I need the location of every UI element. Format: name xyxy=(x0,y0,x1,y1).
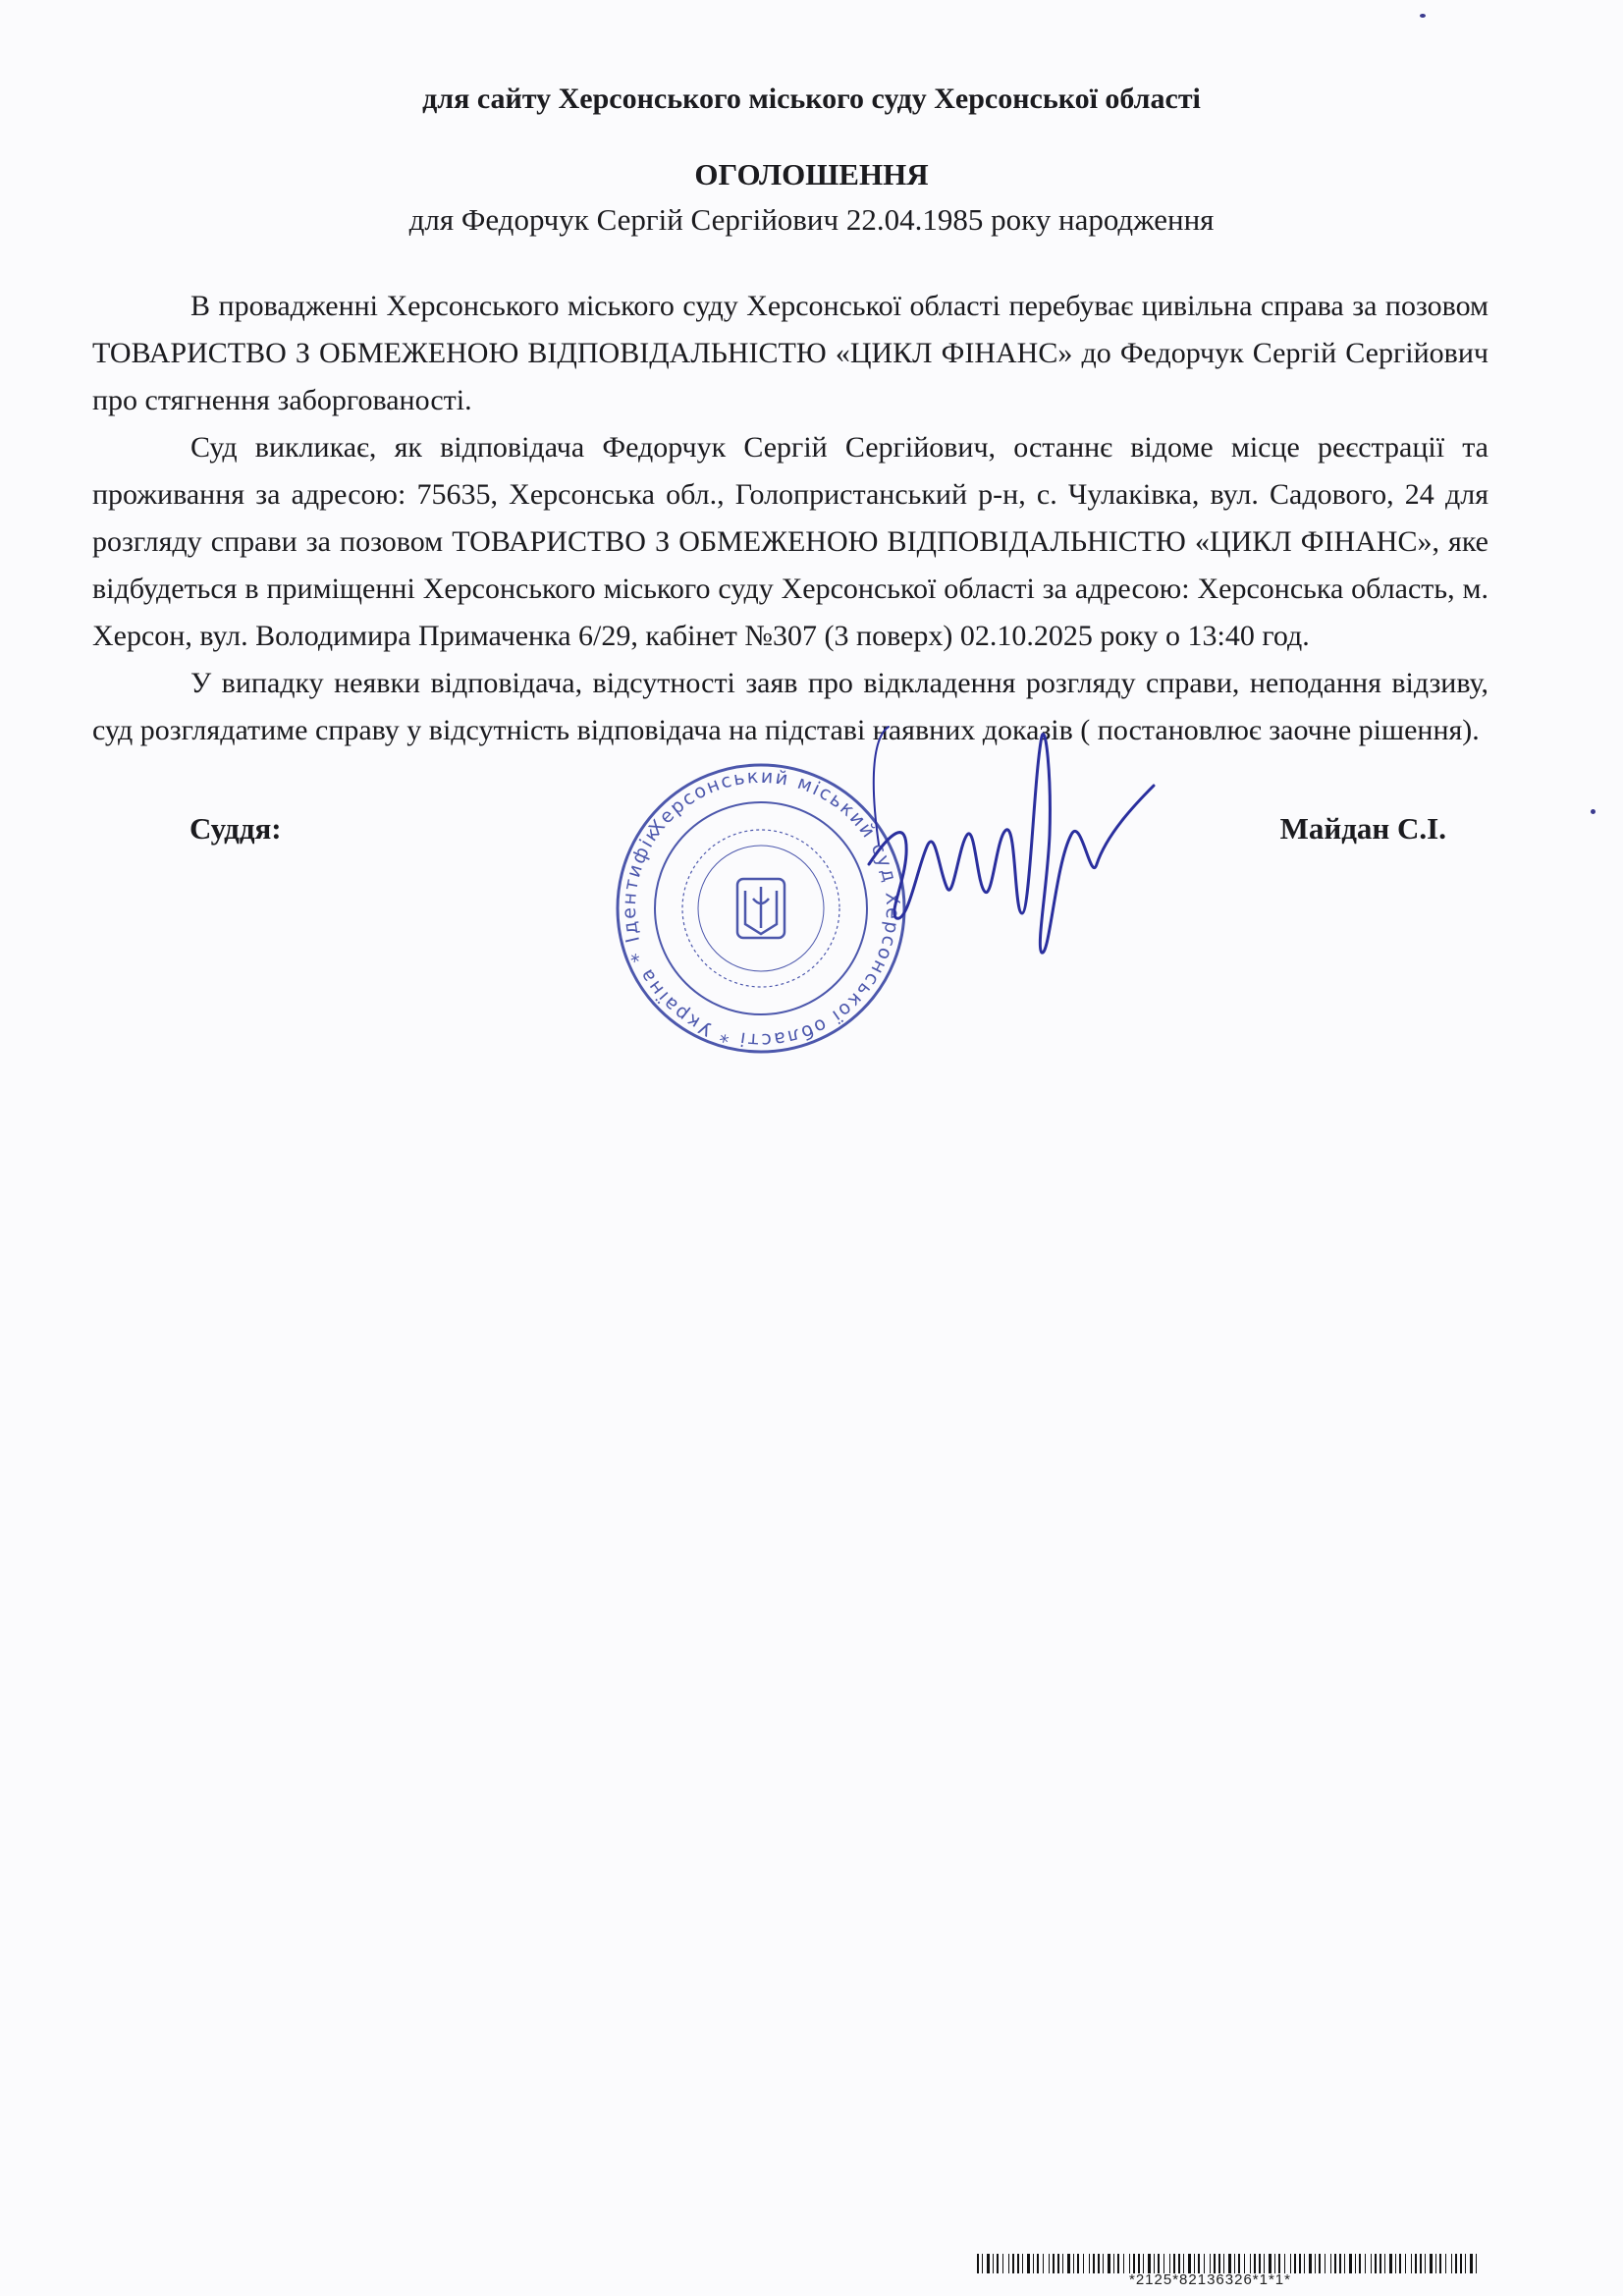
barcode-bar xyxy=(1053,2254,1055,2273)
barcode-bar xyxy=(1445,2254,1446,2273)
barcode-bar xyxy=(1330,2254,1331,2273)
barcode-text: *2125*82136326*1*1* xyxy=(1129,2271,1291,2288)
barcode-bar xyxy=(1259,2254,1261,2273)
barcode-bar xyxy=(1057,2254,1059,2273)
barcode-bar xyxy=(1304,2254,1305,2273)
barcode-bar xyxy=(1158,2254,1160,2273)
announcement-title: ОГОЛОШЕННЯ xyxy=(694,157,929,191)
barcode-bar xyxy=(1399,2254,1401,2273)
barcode-bar xyxy=(1218,2254,1220,2273)
barcode-bar xyxy=(1067,2254,1070,2273)
barcode-bar xyxy=(1238,2254,1240,2273)
barcode-bar xyxy=(1103,2254,1104,2273)
barcode-bar xyxy=(1250,2254,1251,2273)
barcode-bar xyxy=(1425,2254,1426,2273)
barcode-bar xyxy=(1284,2254,1285,2273)
barcode-bar xyxy=(1309,2254,1312,2273)
barcode-bar xyxy=(1411,2254,1412,2273)
judge-label: Суддя: xyxy=(189,811,282,846)
barcode-bar xyxy=(1254,2254,1256,2273)
barcode-bar xyxy=(1143,2254,1144,2273)
barcode-bar xyxy=(1319,2254,1321,2273)
barcode-bar xyxy=(1194,2254,1195,2273)
barcode-bar xyxy=(1002,2254,1003,2273)
barcode-bar xyxy=(1476,2254,1477,2273)
barcode-bar xyxy=(1163,2254,1164,2273)
barcode-bar xyxy=(1384,2254,1385,2273)
barcode-bar xyxy=(1264,2254,1265,2273)
barcode-bar xyxy=(1228,2254,1231,2273)
barcode-bar xyxy=(993,2254,994,2273)
barcode-bar xyxy=(1470,2254,1473,2273)
barcode-bar xyxy=(1290,2254,1291,2273)
barcode-bar xyxy=(1188,2254,1191,2273)
barcode-bar xyxy=(1455,2254,1457,2273)
barcode-bar xyxy=(1420,2254,1422,2273)
barcode-bar xyxy=(982,2254,983,2273)
barcode-bar xyxy=(1365,2254,1366,2273)
paragraph-consequences: У випадку неявки відповідача, відсутності заяв про відкладення розгляду справи, неподання відзиву, суд розглядатиме справу у відсутність відповідача на підставі наявних доказів ( постановлює заочне рішення). xyxy=(92,667,1488,746)
barcode-bar xyxy=(1049,2254,1050,2273)
barcode-bar xyxy=(1037,2254,1039,2273)
scan-speck xyxy=(1591,809,1596,814)
barcode-bar xyxy=(1108,2254,1110,2273)
barcode-bar xyxy=(1133,2254,1135,2273)
barcode-bar xyxy=(1043,2254,1044,2273)
barcode-bar xyxy=(1089,2254,1090,2273)
barcode-bar xyxy=(1375,2254,1377,2273)
barcode-bar xyxy=(1269,2254,1271,2273)
barcode-bar xyxy=(1299,2254,1301,2273)
barcode-bar xyxy=(1223,2254,1224,2273)
signature-row xyxy=(0,811,1623,870)
barcode-bar xyxy=(987,2254,990,2273)
barcode-bar xyxy=(1451,2254,1452,2273)
barcode-bar xyxy=(1008,2254,1009,2273)
barcode-bar xyxy=(1210,2254,1211,2273)
barcode-bar xyxy=(1274,2254,1275,2273)
barcode-bar xyxy=(1148,2254,1151,2273)
barcode-bar xyxy=(1355,2254,1356,2273)
barcode-bar xyxy=(1294,2254,1296,2273)
barcode-bar xyxy=(1178,2254,1180,2273)
barcode-bar xyxy=(1380,2254,1381,2273)
announcement-body xyxy=(92,283,1488,754)
barcode-bar xyxy=(1123,2254,1124,2273)
paragraph-summons: Суд викликає, як відповідача Федорчук Сергій Сергійович, останнє відоме місце реєстрації та проживання за адресою: 75635, Херсонська обл., Голопристанський р-н, с. Чулаківка, вул. Садового, 24 для розгляду справи за позовом ТОВАРИСТВО З ОБМЕЖЕНОЮ ВІДПОВІДАЛЬНІСТЮ «ЦИКЛ ФІНАНС», яке відбудеться в приміщенні Херсонського міського суду Херсонської області за адресою: Херсонська область, м. Херсон, вул. Володимира Примаченка 6/29, кабінет №307 (3 поверх) 02.10.2025 року о 13:40 год. xyxy=(92,431,1488,652)
barcode-bar xyxy=(1371,2254,1372,2273)
barcode-bar xyxy=(1169,2254,1170,2273)
barcode-bar xyxy=(1138,2254,1140,2273)
barcode-bar xyxy=(1154,2254,1155,2273)
barcode-bar xyxy=(1062,2254,1063,2273)
barcode-bar xyxy=(1017,2254,1019,2273)
barcode-bar xyxy=(997,2254,999,2273)
seal-text: Херсонський міський суд Херсонської області * Україна * Ідентифікаційний xyxy=(618,765,904,1052)
barcode-bar xyxy=(1198,2254,1200,2273)
barcode-bar xyxy=(1117,2254,1119,2273)
barcode-bar xyxy=(1027,2254,1030,2273)
barcode-bar xyxy=(1439,2254,1441,2273)
barcode-bar xyxy=(1460,2254,1462,2273)
barcode-bar xyxy=(1173,2254,1175,2273)
document-barcode xyxy=(977,2254,1480,2273)
barcode-bar xyxy=(1344,2254,1345,2273)
barcode-bar xyxy=(1465,2254,1466,2273)
barcode-bar xyxy=(1278,2254,1280,2273)
barcode-bar xyxy=(977,2254,979,2273)
barcode-bar xyxy=(1395,2254,1396,2273)
barcode-bar xyxy=(1204,2254,1205,2273)
barcode-bar xyxy=(1098,2254,1100,2273)
barcode-bar xyxy=(1022,2254,1023,2273)
barcode-bar xyxy=(1339,2254,1341,2273)
barcode-bar xyxy=(1214,2254,1216,2273)
barcode-bar xyxy=(1129,2254,1130,2273)
barcode-bar xyxy=(1415,2254,1417,2273)
barcode-bar xyxy=(1334,2254,1336,2273)
barcode-bar xyxy=(1435,2254,1436,2273)
scan-speck xyxy=(1420,14,1426,18)
barcode-bar xyxy=(1359,2254,1361,2273)
barcode-bar xyxy=(1083,2254,1084,2273)
barcode-bar xyxy=(1389,2254,1392,2273)
barcode-bar xyxy=(1073,2254,1074,2273)
barcode-bar xyxy=(1234,2254,1235,2273)
barcode-bar xyxy=(1012,2254,1014,2273)
barcode-bar xyxy=(1315,2254,1316,2273)
barcode-bar xyxy=(1349,2254,1352,2273)
barcode-bar xyxy=(1430,2254,1433,2273)
barcode-bar xyxy=(1244,2254,1245,2273)
judge-name: Майдан С.І. xyxy=(1279,811,1446,846)
barcode-bar xyxy=(1033,2254,1034,2273)
barcode-bar xyxy=(1113,2254,1114,2273)
barcode-bar xyxy=(1093,2254,1095,2273)
barcode-bar xyxy=(1405,2254,1406,2273)
site-line: для сайту Херсонського міського суду Херсонської області xyxy=(422,82,1201,115)
barcode-bar xyxy=(1077,2254,1079,2273)
barcode-bar xyxy=(1183,2254,1184,2273)
paragraph-case: В провадженні Херсонського міського суду Херсонської області перебуває цивільна справа за позовом ТОВАРИСТВО З ОБМЕЖЕНОЮ ВІДПОВІДАЛЬНІСТЮ «ЦИКЛ ФІНАНС» до Федорчук Сергій Сергійович про стягнення заборгованості. xyxy=(92,290,1488,416)
announcement-subtitle: для Федорчук Сергій Сергійович 22.04.1985 року народження xyxy=(408,202,1215,237)
